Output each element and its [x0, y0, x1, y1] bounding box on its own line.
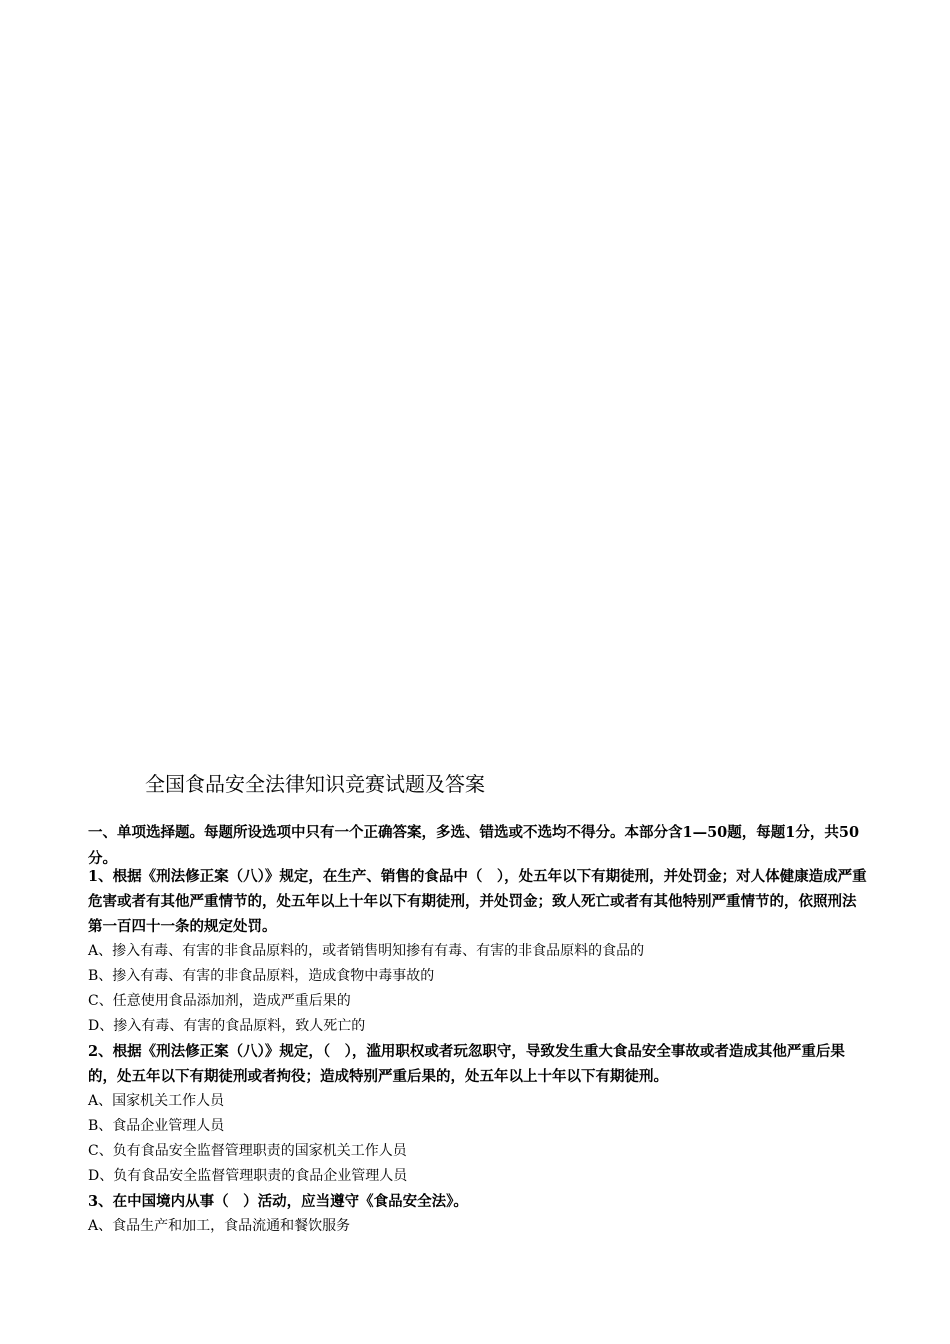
option-b: B、食品企业管理人员	[88, 1118, 225, 1134]
option-b: B、掺入有毒、有害的非食品原料，造成食物中毒事故的	[88, 968, 435, 984]
question-stem: 3、在中国境内从事（ ）活动，应当遵守《食品安全法》。	[88, 1193, 468, 1210]
question-stem: 2、根据《刑法修正案（八）》规定，（ ），滥用职权或者玩忽职守，导致发生重大食品安全事故或者造成其他严重后果的，处五年以下有期徒刑或者拘役；造成特别严重后果的，处五年以上十年以下有期徒刑。	[88, 1043, 845, 1085]
question-list	[88, 864, 868, 1239]
question-3	[88, 1189, 868, 1239]
question-2	[88, 1039, 868, 1189]
section-heading: 一、单项选择题。每题所设选项中只有一个正确答案，多选、错选或不选均不得分。本部分含1—50题，每题1分，共50分。	[88, 824, 860, 867]
document-title: 全国食品安全法律知识竞赛试题及答案	[145, 772, 485, 796]
option-a: A、国家机关工作人员	[88, 1093, 225, 1109]
option-c: C、负有食品安全监督管理职责的国家机关工作人员	[88, 1143, 407, 1159]
option-d: D、负有食品安全监督管理职责的食品企业管理人员	[88, 1168, 408, 1184]
option-c: C、任意使用食品添加剂，造成严重后果的	[88, 993, 351, 1009]
option-a: A、食品生产和加工，食品流通和餐饮服务	[88, 1218, 351, 1234]
option-d: D、掺入有毒、有害的食品原料，致人死亡的	[88, 1018, 366, 1034]
option-a: A、掺入有毒、有害的非食品原料的，或者销售明知掺有有毒、有害的非食品原料的食品的	[88, 943, 645, 959]
question-1	[88, 864, 868, 1039]
question-stem: 1、根据《刑法修正案（八）》规定，在生产、销售的食品中（ ），处五年以下有期徒刑，并处罚金；对人体健康造成严重危害或者有其他严重情节的，处五年以上十年以下有期徒刑，并处罚金；致人死亡或者有其他特别严重情节的，依照刑法第一百四十一条的规定处罚。	[88, 868, 867, 935]
